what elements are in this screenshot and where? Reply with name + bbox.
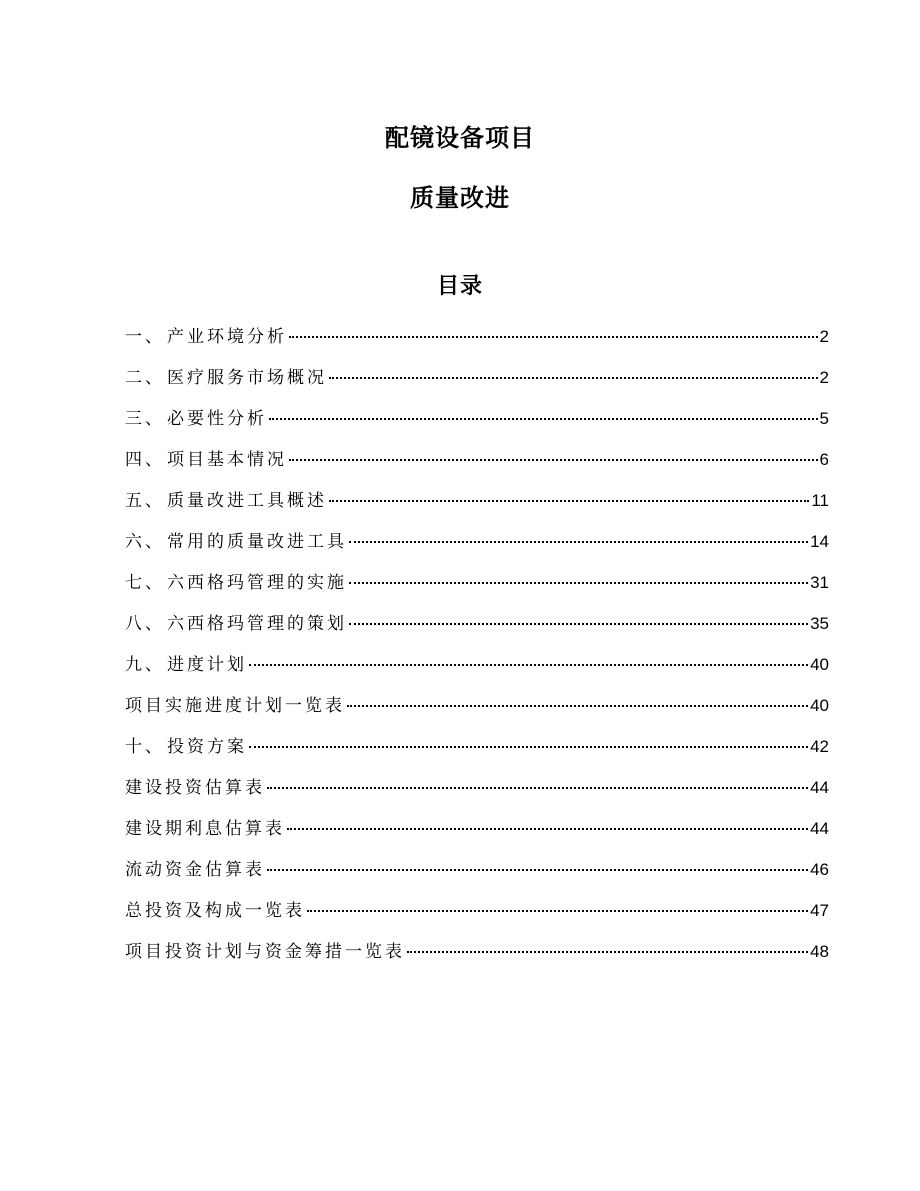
toc-dot-leader <box>349 582 808 584</box>
toc-entry-label: 质量改进工具概述 <box>167 491 327 511</box>
toc-entry-number: 三、 <box>125 409 165 429</box>
toc-entry-label: 流动资金估算表 <box>125 860 265 880</box>
toc-entry[interactable] <box>125 404 829 445</box>
toc-entry-number: 五、 <box>125 491 165 511</box>
toc-entry-label: 六西格玛管理的实施 <box>167 573 347 593</box>
toc-entry-label: 项目投资计划与资金筹措一览表 <box>125 942 405 962</box>
toc-entry-label: 投资方案 <box>167 737 247 757</box>
table-of-contents <box>125 322 829 978</box>
toc-entry[interactable] <box>125 937 829 978</box>
toc-dot-leader <box>249 664 808 666</box>
toc-entry[interactable] <box>125 732 829 773</box>
toc-dot-leader <box>329 377 818 379</box>
toc-entry-label: 医疗服务市场概况 <box>167 368 327 388</box>
toc-entry-page-number: 6 <box>819 450 829 469</box>
toc-entry-page-number: 42 <box>810 737 829 756</box>
toc-dot-leader <box>407 951 808 953</box>
toc-entry-number: 八、 <box>125 614 165 634</box>
toc-entry-page-number: 40 <box>810 655 829 674</box>
document-subtitle: 质量改进 <box>410 184 510 212</box>
toc-dot-leader <box>289 459 818 461</box>
toc-entry-label: 建设期利息估算表 <box>125 819 285 839</box>
toc-entry-label: 项目基本情况 <box>167 450 287 470</box>
toc-entry-number: 六、 <box>125 532 165 552</box>
toc-entry-number: 七、 <box>125 573 165 593</box>
toc-entry-page-number: 35 <box>810 614 829 633</box>
toc-entry-page-number: 11 <box>811 491 829 510</box>
toc-entry-label: 项目实施进度计划一览表 <box>125 696 345 716</box>
toc-entry-label: 总投资及构成一览表 <box>125 901 305 921</box>
toc-dot-leader <box>329 500 809 502</box>
toc-dot-leader <box>269 418 818 420</box>
toc-entry[interactable] <box>125 650 829 691</box>
toc-entry-number: 四、 <box>125 450 165 470</box>
document-title: 配镜设备项目 <box>385 124 535 152</box>
toc-entry-page-number: 31 <box>810 573 829 592</box>
toc-entry-number: 二、 <box>125 368 165 388</box>
toc-entry-label: 建设投资估算表 <box>125 778 265 798</box>
toc-entry[interactable] <box>125 363 829 404</box>
toc-dot-leader <box>267 787 808 789</box>
toc-entry-page-number: 40 <box>810 696 829 715</box>
toc-dot-leader <box>349 541 808 543</box>
toc-entry-label: 六西格玛管理的策划 <box>167 614 347 634</box>
toc-entry-number: 一、 <box>125 327 165 347</box>
toc-entry-page-number: 5 <box>819 409 829 428</box>
toc-entry-page-number: 14 <box>810 532 829 551</box>
toc-entry-page-number: 44 <box>810 778 829 797</box>
toc-dot-leader <box>347 705 808 707</box>
toc-entry-page-number: 46 <box>810 860 829 879</box>
toc-dot-leader <box>307 910 808 912</box>
toc-dot-leader <box>249 746 808 748</box>
toc-entry-page-number: 48 <box>810 942 829 961</box>
toc-entry[interactable] <box>125 814 829 855</box>
toc-entry-number: 十、 <box>125 737 165 757</box>
toc-entry[interactable] <box>125 609 829 650</box>
toc-entry-number: 九、 <box>125 655 165 675</box>
toc-entry[interactable] <box>125 527 829 568</box>
toc-entry-label: 常用的质量改进工具 <box>167 532 347 552</box>
toc-entry[interactable] <box>125 568 829 609</box>
toc-entry[interactable] <box>125 896 829 937</box>
toc-heading: 目录 <box>436 274 483 299</box>
toc-entry-label: 必要性分析 <box>167 409 267 429</box>
toc-entry-page-number: 47 <box>810 901 829 920</box>
toc-entry[interactable] <box>125 445 829 486</box>
toc-entry[interactable] <box>125 691 829 732</box>
toc-entry-label: 进度计划 <box>167 655 247 675</box>
toc-entry-page-number: 44 <box>810 819 829 838</box>
toc-entry[interactable] <box>125 855 829 896</box>
toc-dot-leader <box>267 869 808 871</box>
toc-dot-leader <box>287 828 808 830</box>
toc-entry[interactable] <box>125 322 829 363</box>
toc-entry-label: 产业环境分析 <box>167 327 287 347</box>
toc-entry-page-number: 2 <box>819 368 829 387</box>
toc-dot-leader <box>289 336 818 338</box>
toc-entry-page-number: 2 <box>819 327 829 346</box>
toc-entry[interactable] <box>125 773 829 814</box>
toc-entry[interactable] <box>125 486 829 527</box>
toc-dot-leader <box>349 623 808 625</box>
